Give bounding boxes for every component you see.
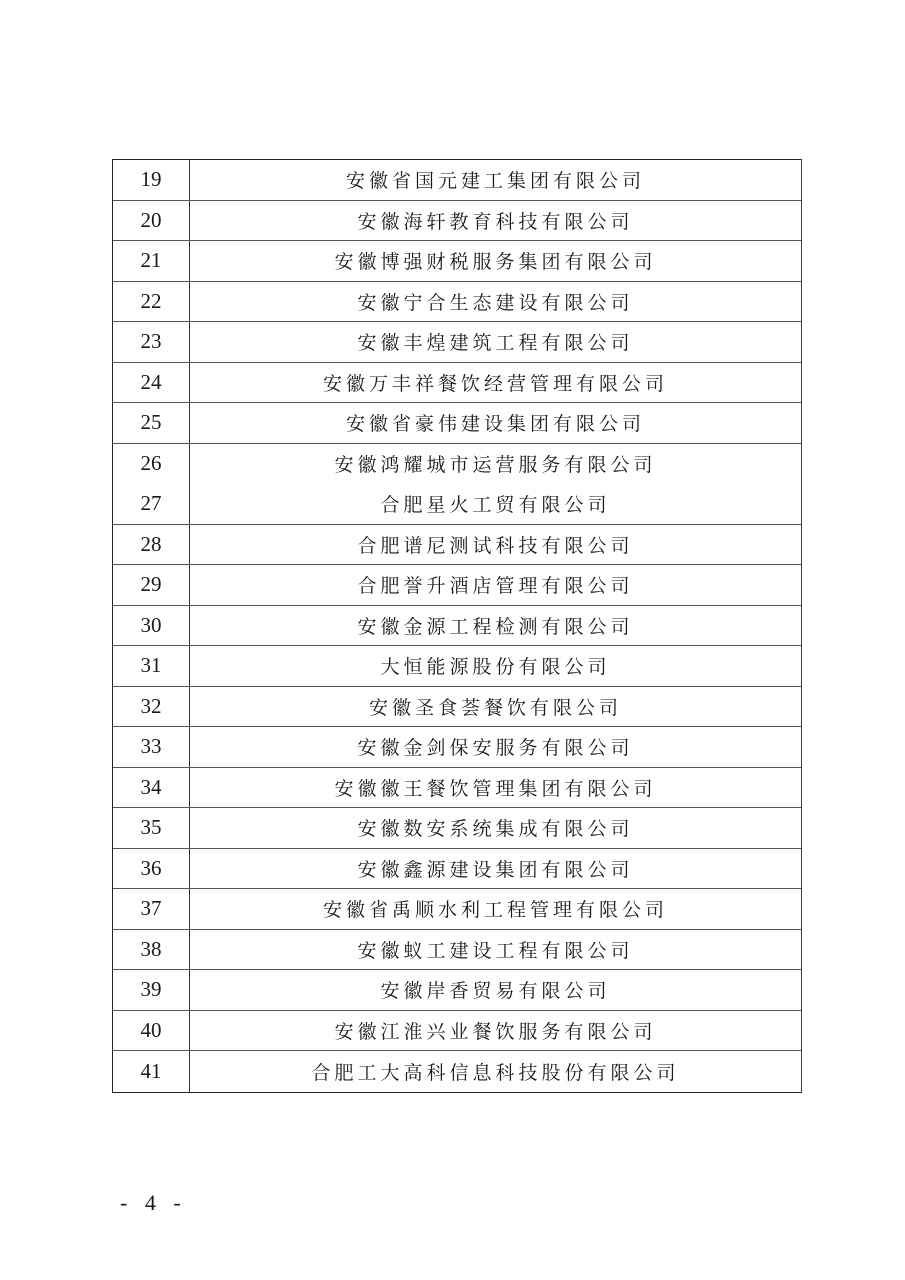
company-name: 合肥工大高科信息科技股份有限公司 [311,1061,680,1084]
page-number: - 4 - [120,1190,187,1215]
company-name: 安徽海轩教育科技有限公司 [357,210,634,233]
company-name: 安徽省国元建工集团有限公司 [345,170,645,193]
row-number: 38 [113,930,190,970]
row-number: 20 [113,201,190,241]
row-number: 40 [113,1011,190,1051]
company-name: 安徽江淮兴业餐饮服务有限公司 [334,1020,657,1043]
table-row [113,768,801,809]
table-row [113,889,801,930]
row-number: 21 [113,241,190,281]
table-row [113,646,801,687]
row-number: 22 [113,282,190,322]
company-name: 安徽鑫源建设集团有限公司 [357,858,634,881]
row-number: 36 [113,849,190,889]
company-name: 安徽圣食荟餐饮有限公司 [368,696,622,719]
row-number: 39 [113,970,190,1010]
table-row [113,444,801,485]
row-number: 27 [113,484,190,524]
company-name: 安徽鸿耀城市运营服务有限公司 [334,454,657,477]
company-name: 安徽省豪伟建设集团有限公司 [345,413,645,436]
company-name: 合肥星火工贸有限公司 [380,494,611,517]
company-name: 安徽万丰祥餐饮经营管理有限公司 [322,372,668,395]
row-number: 23 [113,322,190,362]
row-number: 25 [113,403,190,443]
row-number: 32 [113,687,190,727]
company-name: 安徽徽王餐饮管理集团有限公司 [334,777,657,800]
table-row [113,808,801,849]
company-name: 安徽博强财税服务集团有限公司 [334,251,657,274]
row-number: 26 [113,444,190,485]
table-row [113,201,801,242]
company-name: 安徽金源工程检测有限公司 [357,615,634,638]
table-row [113,241,801,282]
table-row [113,322,801,363]
table-row [113,687,801,728]
row-number: 33 [113,727,190,767]
company-name: 合肥誉升酒店管理有限公司 [357,575,634,598]
row-number: 19 [113,160,190,200]
row-number: 29 [113,565,190,605]
table-row [113,363,801,404]
row-number: 34 [113,768,190,808]
company-name: 合肥谱尼测试科技有限公司 [357,534,634,557]
row-number: 35 [113,808,190,848]
company-name: 安徽蚁工建设工程有限公司 [357,939,634,962]
row-number: 41 [113,1051,190,1092]
row-number: 28 [113,525,190,565]
company-name: 大恒能源股份有限公司 [380,656,611,679]
table-row [113,849,801,890]
row-number: 37 [113,889,190,929]
table-row [113,282,801,323]
table-row [113,403,801,444]
row-number: 30 [113,606,190,646]
table-row [113,1051,801,1092]
table-row [113,1011,801,1052]
company-name: 安徽省禹顺水利工程管理有限公司 [322,899,668,922]
row-number: 31 [113,646,190,686]
table-row [113,525,801,566]
table-row [113,484,801,525]
table-row [113,565,801,606]
company-name: 安徽金剑保安服务有限公司 [357,737,634,760]
table-row [113,727,801,768]
company-name: 安徽丰煌建筑工程有限公司 [357,332,634,355]
table-row [113,160,801,201]
table-row [113,930,801,971]
table-row [113,606,801,647]
table-row [113,970,801,1011]
company-list-table [112,159,802,1093]
row-number: 24 [113,363,190,403]
company-name: 安徽数安系统集成有限公司 [357,818,634,841]
company-name: 安徽岸香贸易有限公司 [380,980,611,1003]
company-name: 安徽宁合生态建设有限公司 [357,291,634,314]
